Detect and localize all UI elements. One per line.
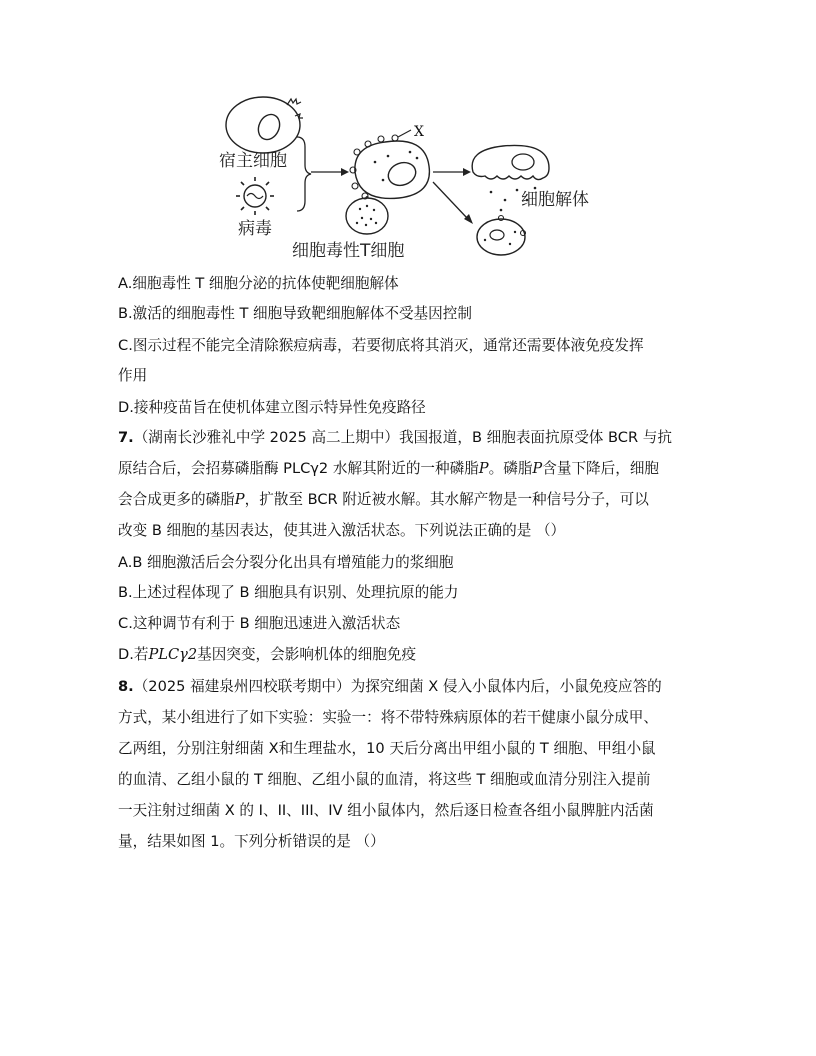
q7-option-d: [118, 645, 718, 665]
q6-option-d: D.接种疫苗旨在使机体建立图示特异性免疫路径: [118, 399, 426, 416]
q7-option-a: A.B 细胞激活后会分裂分化出具有增殖能力的浆细胞: [118, 554, 454, 571]
q7-stem-text1: （湖南长沙雅礼中学 2025 高二上期中）我国报道，B 细胞表面抗原受体 BCR 与抗: [133, 429, 672, 446]
q7-option-b: B.上述过程体现了 B 细胞具有识别、处理抗原的能力: [118, 584, 459, 601]
q7-option-d-prefix: D.若: [118, 646, 149, 663]
q7-stem-line3: [118, 490, 718, 510]
q7-stem-text3b: ，扩散至 BCR 附近被水解。其水解产物是一种信号分子，可以: [244, 491, 649, 508]
q7-number: 7.: [118, 429, 134, 446]
q7-stem-text2b: 。磷脂: [488, 460, 533, 477]
arrow-right-icon: [311, 168, 349, 176]
ctl-label: 细胞毒性T细胞: [292, 241, 405, 261]
q7-stem-text3a: 会合成更多的磷脂: [118, 491, 235, 508]
q7-phospholipid-p3: P: [234, 491, 245, 508]
q8-stem-line2: 方式，某小组进行了如下实验：实验一：将不带特殊病原体的若干健康小鼠分成甲、: [118, 709, 658, 726]
host-cell-label: 宿主细胞: [219, 151, 287, 171]
q7-option-d-rest: 基因突变，会影响机体的细胞免疫: [197, 646, 417, 663]
q8-stem-line6: 量，结果如图 1。下列分析错误的是 （）: [118, 833, 385, 850]
arrow-lysis-icon: [433, 168, 473, 224]
target-cell-icon: [350, 130, 429, 199]
q7-gene-name: PLCγ2: [148, 646, 198, 663]
x-label: X: [414, 124, 424, 140]
q7-stem-line1: [118, 428, 718, 448]
q6-option-b: B.激活的细胞毒性 T 细胞导致靶细胞解体不受基因控制: [118, 305, 472, 322]
q8-stem-line4: 的血清、乙组小鼠的 T 细胞、乙组小鼠的血清，将这些 T 细胞或血清分别注入提前: [118, 771, 651, 788]
q7-stem-text2a: 原结合后，会招募磷脂酶 PLCγ2 水解其附近的一种磷脂: [118, 460, 479, 477]
lysis-label: 细胞解体: [521, 190, 589, 210]
immune-diagram: [205, 92, 625, 264]
dying-cell-icon: [477, 216, 526, 256]
immune-diagram-svg: [205, 92, 625, 264]
virus-icon: [236, 177, 274, 215]
cytotoxic-t-cell-icon: [346, 196, 388, 234]
q8-stem-line3: 乙两组，分别注射细菌 X和生理盐水，10 天后分离出甲组小鼠的 T 细胞、甲组小鼠: [118, 740, 656, 757]
q8-stem-line1: [118, 677, 718, 697]
q7-stem-line4: 改变 B 细胞的基因表达，使其进入激活状态。下列说法正确的是 （）: [118, 522, 566, 539]
virus-label: 病毒: [238, 219, 272, 239]
q6-option-c-line2: 作用: [118, 367, 148, 384]
q7-option-c: C.这种调节有利于 B 细胞迅速进入激活状态: [118, 615, 401, 632]
q7-stem-text2c: 含量下降后，细胞: [542, 460, 660, 477]
q8-stem-text1: （2025 福建泉州四校联考期中）为探究细菌 X 侵入小鼠体内后，小鼠免疫应答的: [133, 678, 662, 695]
q7-phospholipid-p: P: [478, 460, 489, 477]
q7-phospholipid-p2: P: [532, 460, 543, 477]
brace-icon: [297, 137, 311, 211]
q8-stem-line5: 一天注射过细菌 X 的 I、II、III、IV 组小鼠体内，然后逐日检查各组小鼠脾脏内活菌: [118, 802, 654, 819]
host-cell-icon: [226, 97, 303, 153]
q6-option-a: A.细胞毒性 T 细胞分泌的抗体使靶细胞解体: [118, 275, 399, 292]
q7-stem-line2: [118, 459, 718, 479]
q8-number: 8.: [118, 678, 134, 695]
q6-option-c-line1: C.图示过程不能完全清除猴痘病毒，若要彻底将其消灭，通常还需要体液免疫发挥: [118, 337, 644, 354]
